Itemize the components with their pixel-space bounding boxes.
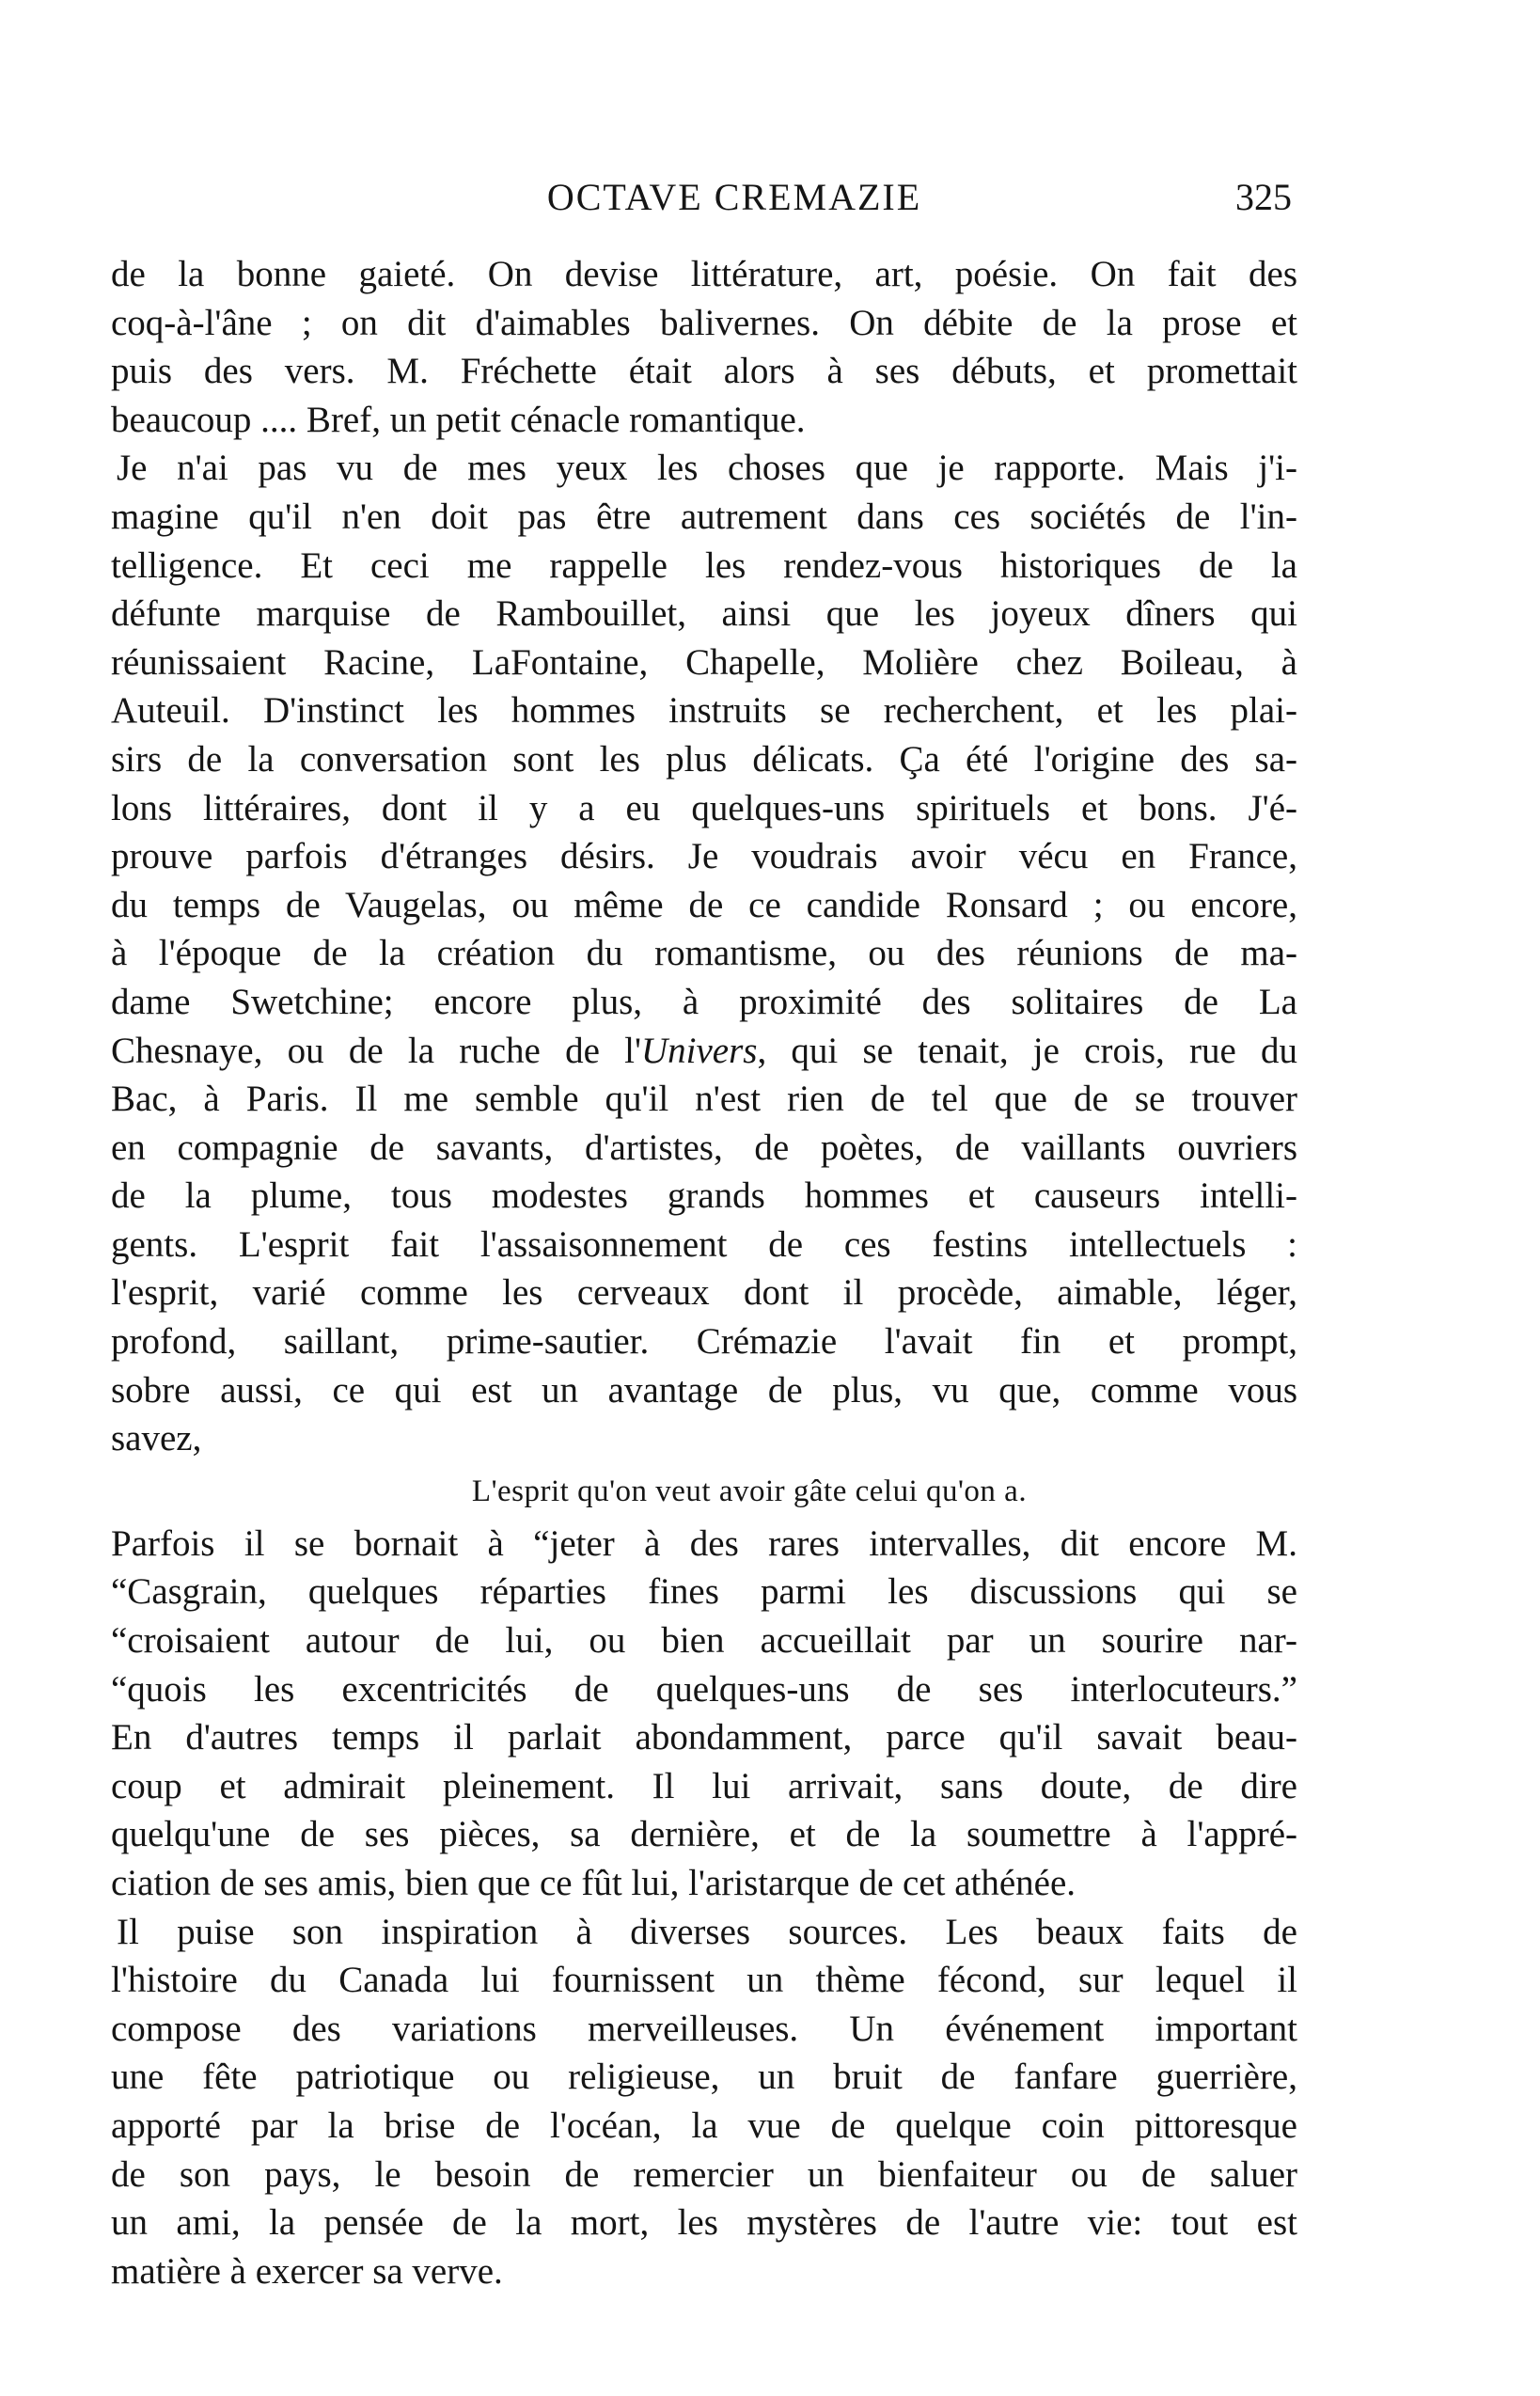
text-line: en compagnie de savants, d'artistes, de poètes, de vaillants ouvriers [111, 1127, 1297, 1168]
text-line: “quois les excentricités de quelques-uns de ses interlocuteurs.” [111, 1668, 1297, 1710]
text-line: une fête patriotique ou religieuse, un bruit de fanfare guerrière, [111, 2057, 1297, 2098]
text-line: quelqu'une de ses pièces, sa dernière, et de la soumettre à l'appré- [111, 1814, 1297, 1855]
paragraph-2 [111, 444, 1297, 1462]
text-line: sirs de la conversation sont les plus délicats. Ça été l'origine des sa- [111, 738, 1297, 780]
italic-title-univers: Univers [640, 1030, 758, 1071]
text-line: magine qu'il n'en doit pas être autrement dans ces sociétés de l'in- [111, 496, 1297, 537]
text-line: telligence. Et ceci me rappelle les rendez-vous historiques de la [111, 544, 1297, 586]
text-fragment: , qui se tenait, je crois, rue du [757, 1030, 1297, 1071]
text-line: Auteuil. D'instinct les hommes instruits se recherchent, et les plai- [111, 690, 1297, 732]
text-line: l'histoire du Canada lui fournissent un thème fécond, sur lequel il [111, 1960, 1297, 2001]
page-number: 325 [1235, 176, 1292, 218]
text-line: de la plume, tous modestes grands hommes et causeurs intelli- [111, 1175, 1297, 1217]
text-line: de son pays, le besoin de remercier un bienfaiteur ou de saluer [111, 2153, 1297, 2195]
text-line: l'esprit, varié comme les cerveaux dont il procède, aimable, léger, [111, 1272, 1297, 1314]
text-line: savez, [111, 1418, 202, 1459]
running-head [111, 175, 1292, 231]
text-line: profond, saillant, prime-sautier. Crémazie l'avait fin et prompt, [111, 1321, 1297, 1363]
text-line: à l'époque de la création du romantisme, ou des réunions de ma- [111, 933, 1297, 974]
paragraph-3 [111, 1520, 1297, 1908]
text-line: dame Swetchine; encore plus, à proximité des solitaires de La [111, 981, 1297, 1022]
quoted-verse: L'esprit qu'on veut avoir gâte celui qu'on a. [471, 1474, 1028, 1508]
text-line: coup et admirait pleinement. Il lui arrivait, sans doute, de dire [111, 1765, 1297, 1806]
text-line: prouve parfois d'étranges désirs. Je voudrais avoir vécu en France, [111, 836, 1297, 877]
text-line: lons littéraires, dont il y a eu quelques-uns spirituels et bons. J'é- [111, 787, 1297, 828]
text-fragment: Chesnaye, ou de la ruche de l' [111, 1030, 641, 1071]
text-line: ciation de ses amis, bien que ce fût lui, l'aristarque de cet athénée. [111, 1863, 1076, 1903]
text-line: Bac, à Paris. Il me semble qu'il n'est rien de tel que de se trouver [111, 1079, 1297, 1120]
text-line: apporté par la brise de l'océan, la vue de quelque coin pittoresque [111, 2104, 1297, 2146]
text-line: gents. L'esprit fait l'assaisonnement de ces festins intellectuels : [111, 1223, 1297, 1265]
text-line: “Casgrain, quelques réparties fines parmi les discussions qui se [111, 1571, 1297, 1613]
text-line: de la bonne gaieté. On devise littérature, art, poésie. On fait des [111, 254, 1297, 294]
text-line: compose des variations merveilleuses. Un événement important [111, 2008, 1297, 2049]
text-line: Parfois il se bornait à “jeter à des rares intervalles, dit encore M. [111, 1522, 1297, 1564]
text-line: matière à exercer sa verve. [111, 2250, 503, 2292]
text-line: “croisaient autour de lui, ou bien accueillait par un sourire nar- [111, 1620, 1297, 1662]
text-line-with-italic [111, 1027, 1297, 1076]
text-line: coq-à-l'âne ; on dit d'aimables balivernes. On débite de la prose et [111, 302, 1297, 343]
paragraph-4 [111, 1908, 1297, 2296]
running-title: OCTAVE CREMAZIE [546, 176, 922, 218]
text-line: du temps de Vaugelas, ou même de ce candide Ronsard ; ou encore, [111, 884, 1297, 925]
text-line: un ami, la pensée de la mort, les mystères de l'autre vie: tout est [111, 2202, 1297, 2244]
text-line: En d'autres temps il parlait abondamment, parce qu'il savait beau- [111, 1717, 1297, 1758]
text-line: beaucoup .... Bref, un petit cénacle romantique. [111, 399, 806, 440]
text-line: sobre aussi, ce qui est un avantage de plus, vu que, comme vous [111, 1369, 1297, 1411]
body-text [111, 250, 1297, 2295]
text-line: Je n'ai pas vu de mes yeux les choses que je rapporte. Mais j'i- [117, 448, 1297, 489]
paragraph-1 [111, 250, 1297, 444]
text-line: puis des vers. M. Fréchette était alors à ses débuts, et promettait [111, 351, 1297, 392]
text-line: défunte marquise de Rambouillet, ainsi que les joyeux dîners qui [111, 593, 1297, 635]
text-line: réunissaient Racine, LaFontaine, Chapelle, Molière chez Boileau, à [111, 641, 1297, 683]
text-line: Il puise son inspiration à diverses sources. Les beaux faits de [117, 1911, 1297, 1952]
